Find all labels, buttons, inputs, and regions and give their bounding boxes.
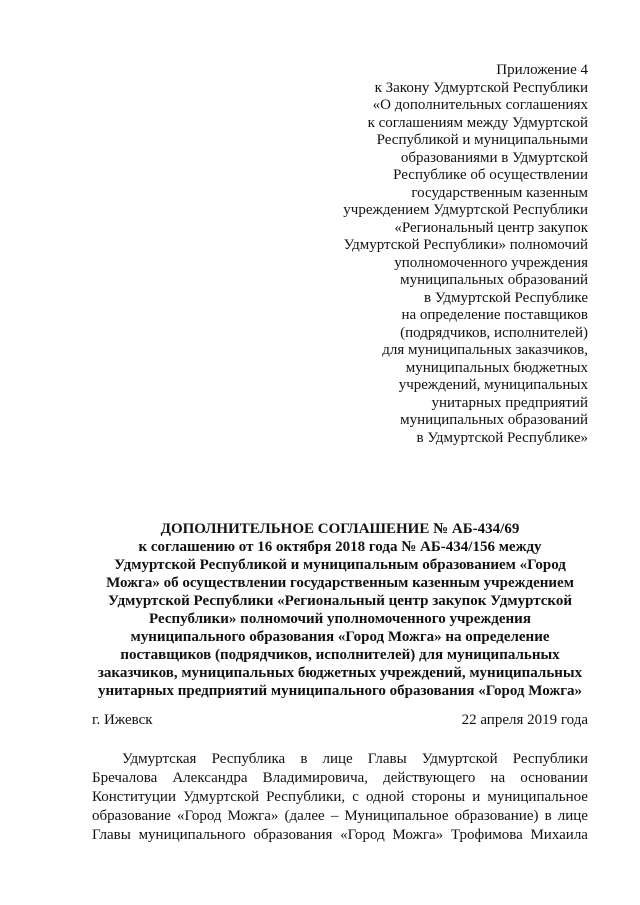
- body-word: Главы: [92, 827, 131, 843]
- appendix-line: к Закону Удмуртской Республики: [374, 79, 588, 96]
- title-line: муниципального образования «Город Можга» на определение: [130, 629, 550, 645]
- appendix-line: учреждением Удмуртской Республики: [343, 202, 588, 218]
- title-line: к соглашению от 16 октября 2018 года № АБ-434/156 между: [138, 539, 542, 555]
- body-word: и: [472, 789, 481, 805]
- body-word: Муниципальное: [344, 808, 449, 824]
- title-line: заказчиков, муниципальных бюджетных учреждений, муниципальных: [97, 665, 583, 681]
- title-line: Республики» полномочий уполномоченного учреждения: [149, 611, 531, 627]
- body-word: Республики: [512, 751, 588, 767]
- title-line: Удмуртской Республикой и муниципальным образованием «Город: [114, 557, 566, 573]
- body-line: [92, 788, 588, 807]
- place-of-signing: г. Ижевск: [92, 712, 153, 728]
- agreement-date: 22 апреля 2019 года: [461, 712, 588, 728]
- appendix-line: уполномоченного учреждения: [394, 254, 588, 271]
- appendix-line: к соглашениям между Удмуртской: [367, 114, 588, 131]
- body-word: «Город: [340, 827, 385, 843]
- title-line: Удмуртской Республики «Региональный центр закупок Удмуртской: [107, 593, 573, 609]
- body-line: [92, 769, 588, 788]
- body-word: Можга»: [392, 827, 444, 843]
- body-word: лице: [322, 751, 353, 767]
- appendix-line: муниципальных бюджетных: [405, 359, 588, 376]
- body-word: Удмуртской: [183, 789, 259, 805]
- body-word: Республика: [211, 751, 286, 767]
- body-word: образование): [454, 808, 539, 824]
- appendix-line: муниципальных образований: [400, 412, 588, 428]
- body-word: Бречалова: [92, 770, 158, 786]
- body-word: Главы: [367, 751, 407, 767]
- body-line: [92, 807, 588, 826]
- appendix-line: государственным казенным: [411, 184, 588, 201]
- appendix-header: [288, 62, 588, 447]
- appendix-line: (подрядчиков, исполнителей): [400, 324, 588, 341]
- body-word: образования: [253, 827, 333, 843]
- appendix-line: на определение поставщиков: [401, 307, 588, 323]
- body-word: лице: [557, 808, 588, 824]
- appendix-line: муниципальных образований: [400, 272, 588, 288]
- body-word: (далее: [284, 808, 325, 824]
- body-word: в: [544, 808, 552, 824]
- body-word: одной: [366, 789, 405, 805]
- appendix-line: образованиями в Удмуртской: [400, 149, 588, 166]
- title-line: ДОПОЛНИТЕЛЬНОЕ СОГЛАШЕНИЕ № АБ-434/69: [160, 521, 520, 537]
- title-line: поставщиков (подрядчиков, исполнителей) для муниципальных: [120, 647, 560, 663]
- body-word: муниципального: [138, 827, 246, 843]
- title-line: Можга» об осуществлении государственным казенным учреждением: [106, 575, 574, 591]
- appendix-line: «О дополнительных соглашениях: [372, 97, 588, 113]
- body-word: Михаила: [530, 827, 588, 843]
- appendix-line: «Региональный центр закупок: [394, 219, 588, 236]
- document-title: [92, 520, 588, 700]
- body-word: в: [300, 751, 308, 767]
- body-word: –: [330, 808, 339, 824]
- body-line: [92, 826, 588, 845]
- appendix-line: Республикой и муниципальными: [376, 132, 588, 148]
- body-word: Можга»: [227, 808, 279, 824]
- body-word: образование: [92, 808, 171, 824]
- body-line: [92, 750, 588, 769]
- body-word: Александра: [172, 770, 248, 786]
- body-word: Удмуртская: [122, 751, 197, 767]
- appendix-line: Республике об осуществлении: [393, 167, 588, 183]
- body-word: на: [490, 770, 506, 786]
- body-word: Владимировича,: [262, 770, 369, 786]
- body-word: Трофимова: [450, 827, 523, 843]
- appendix-line: Удмуртской Республики» полномочий: [343, 237, 588, 253]
- appendix-line: унитарных предприятий: [431, 394, 588, 411]
- body-word: Республики,: [266, 789, 346, 805]
- body-word: стороны: [411, 789, 466, 805]
- body-word: Удмуртской: [421, 751, 498, 767]
- title-line: унитарных предприятий муниципального образования «Город Можга»: [97, 683, 583, 699]
- appendix-line: для муниципальных заказчиков,: [382, 342, 588, 358]
- body-word: муниципальное: [487, 789, 588, 805]
- body-word: действующего: [383, 770, 476, 786]
- body-word: Конституции: [92, 789, 176, 805]
- body-paragraph: [92, 750, 588, 845]
- body-word: с: [352, 789, 359, 805]
- body-word: основании: [520, 770, 588, 786]
- appendix-line: учреждений, муниципальных: [398, 377, 588, 393]
- appendix-line: Приложение 4: [496, 62, 588, 78]
- appendix-line: в Удмуртской Республике»: [416, 429, 588, 446]
- appendix-line: в Удмуртской Республике: [424, 289, 588, 306]
- body-word: «Город: [176, 808, 222, 824]
